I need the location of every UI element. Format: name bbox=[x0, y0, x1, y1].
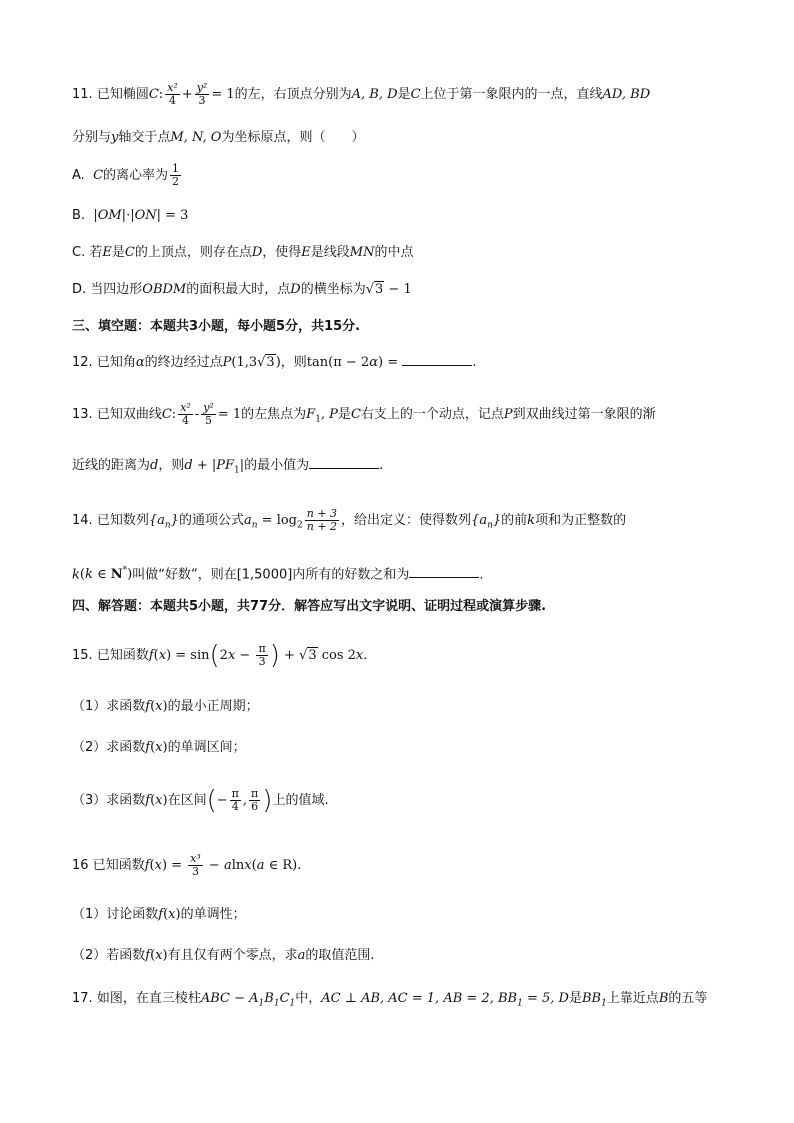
math: d bbox=[184, 458, 193, 473]
option-label: C. 若 bbox=[72, 245, 103, 260]
q12-text: . bbox=[472, 355, 477, 370]
q16-sub2 bbox=[72, 946, 375, 966]
q15-text: 的单调区间； bbox=[167, 740, 246, 755]
math: f bbox=[144, 858, 150, 873]
q15-text: （2）求函数 bbox=[72, 740, 146, 755]
math: $a_n$ bbox=[243, 513, 258, 531]
math: − bbox=[216, 793, 228, 808]
q11-text: 为坐标原点，则（ ） bbox=[221, 130, 365, 145]
math: , bbox=[242, 793, 248, 808]
q11-option-b bbox=[72, 206, 188, 226]
q17-text: 是 bbox=[568, 991, 582, 1006]
fraction: $\frac{1}{2}$ bbox=[172, 162, 180, 188]
option-text: 的上顶点，则存在点 bbox=[134, 245, 252, 260]
math: + √3 cos 2x. bbox=[279, 648, 368, 663]
q15-number: 15. bbox=[72, 648, 93, 663]
math: y bbox=[111, 130, 119, 145]
math: AC ⊥ AB, AC = 1, AB = 2, $BB_1 = 5$, D bbox=[321, 991, 569, 1009]
math: C bbox=[350, 407, 361, 422]
option-text: 是线段 bbox=[310, 245, 350, 260]
q14-line2 bbox=[72, 561, 483, 585]
math: (k ∈ N*) bbox=[79, 566, 133, 583]
math: (x) bbox=[150, 699, 168, 714]
fraction: $\frac{\text{x²}}{4}$ bbox=[167, 81, 178, 107]
math: ( bbox=[209, 640, 220, 671]
q11-line2 bbox=[72, 128, 364, 148]
q14-text: . bbox=[479, 567, 484, 583]
fraction: $\frac{\text{y²}}{5}$ bbox=[203, 401, 214, 427]
q14-line1 bbox=[72, 508, 626, 536]
q16-text: 有且仅有两个零点，求 bbox=[167, 948, 298, 963]
q13-text: 是 bbox=[337, 407, 351, 422]
math: = $\log_2$ bbox=[257, 513, 303, 531]
math: + bbox=[181, 87, 193, 102]
math: E bbox=[301, 245, 311, 260]
math: f bbox=[148, 648, 154, 663]
math: C bbox=[124, 245, 135, 260]
math: : bbox=[171, 407, 177, 422]
math: OBDM bbox=[142, 282, 187, 297]
q15-text: 上的值域. bbox=[272, 793, 329, 808]
q13-number: 13. bbox=[72, 407, 93, 422]
fraction: $\frac{\text{x³}}{3}$ bbox=[190, 852, 201, 878]
math: $\{a_n\}$ bbox=[471, 513, 502, 531]
math: D bbox=[251, 245, 263, 260]
math: - bbox=[194, 407, 200, 422]
math: MN bbox=[349, 245, 375, 260]
math: AD, BD bbox=[602, 87, 651, 102]
q16-number: 16 bbox=[72, 858, 89, 873]
q13-text: 已知双曲线 bbox=[96, 407, 162, 422]
q14-number: 14. bbox=[72, 513, 93, 528]
fraction: $\frac{\pi}{4}$ bbox=[231, 787, 239, 813]
section-heading-solutions: 四、解答题：本题共5小题，共77分．解答应写出文字说明、证明过程或演算步骤. bbox=[72, 599, 547, 614]
math: k bbox=[527, 513, 536, 528]
q14-text: 叫做“好数”，则在[1,5000]内所有的好数之和为 bbox=[132, 567, 410, 583]
q11-option-c bbox=[72, 243, 414, 263]
q15-line bbox=[72, 640, 368, 671]
math: $BB_1$ bbox=[581, 991, 607, 1009]
math: M, N, O bbox=[170, 130, 222, 145]
q11-text: 的左，右顶点分别为 bbox=[234, 87, 352, 102]
q13-text: . bbox=[379, 458, 384, 473]
q12-text: 已知角 bbox=[96, 355, 136, 370]
math: (1,3√3) bbox=[231, 355, 281, 370]
math: |ON| bbox=[130, 208, 161, 223]
option-text: 的离心率为 bbox=[103, 168, 169, 183]
math: B bbox=[658, 991, 669, 1006]
q17-number: 17. bbox=[72, 991, 93, 1006]
q14-text: 的通项公式 bbox=[178, 513, 244, 528]
q13-line2 bbox=[72, 455, 383, 481]
math: ) bbox=[269, 640, 280, 671]
option-text: 的面积最大时，点 bbox=[186, 282, 291, 297]
math: (x) bbox=[150, 948, 168, 963]
option-text: 的横坐标为 bbox=[300, 282, 366, 297]
q11-text: 是 bbox=[397, 87, 411, 102]
q17-text: 的五等 bbox=[668, 991, 708, 1006]
math: ) bbox=[262, 785, 273, 816]
math: C bbox=[93, 168, 104, 183]
math: C bbox=[410, 87, 421, 102]
q12-number: 12. bbox=[72, 355, 93, 370]
q17-text: 如图，在直三棱柱 bbox=[96, 991, 201, 1006]
math: a bbox=[297, 948, 306, 963]
math: f bbox=[145, 793, 151, 808]
math: |OM| bbox=[93, 208, 127, 223]
math: ( bbox=[206, 785, 217, 816]
fraction: $\frac{\pi}{6}$ bbox=[251, 787, 259, 813]
math: $F_1$, P bbox=[306, 407, 338, 425]
q15-text: 的最小正周期； bbox=[167, 699, 259, 714]
q11-option-a bbox=[72, 163, 183, 188]
q11-option-d bbox=[72, 280, 412, 300]
math: = 1 bbox=[211, 87, 235, 102]
math: = 1 bbox=[217, 407, 242, 422]
math: (x) = bbox=[149, 858, 187, 873]
option-label: B. bbox=[72, 208, 86, 223]
math: · bbox=[126, 208, 131, 223]
math: A, B, D bbox=[351, 87, 398, 102]
q16-sub1 bbox=[72, 905, 246, 925]
math: E bbox=[102, 245, 112, 260]
math: (x) bbox=[150, 793, 168, 808]
math: : bbox=[158, 87, 164, 102]
q13-line1 bbox=[72, 402, 656, 430]
math: √3 − 1 bbox=[365, 282, 412, 297]
q13-text: 的最小值为 bbox=[244, 458, 310, 473]
q12-text: 的终边经过点 bbox=[144, 355, 223, 370]
q13-text: 右支上的一个动点，记点 bbox=[360, 407, 504, 422]
math: (x) bbox=[150, 740, 168, 755]
q14-text: 项和为正整数的 bbox=[535, 513, 627, 528]
answer-blank[interactable] bbox=[409, 564, 479, 578]
math: f bbox=[158, 907, 164, 922]
math: f bbox=[145, 948, 151, 963]
q16-text: 的单调性； bbox=[180, 907, 246, 922]
math: ABC − $A_1B_1C_1$ bbox=[200, 991, 296, 1009]
option-text: 是 bbox=[111, 245, 125, 260]
math: P bbox=[222, 355, 232, 370]
q11-text: 已知椭圆 bbox=[96, 87, 149, 102]
section-heading-fill-in: 三、填空题：本题共3小题，每小题5分，共15分. bbox=[72, 319, 361, 334]
math: f bbox=[145, 699, 151, 714]
math: P bbox=[503, 407, 513, 422]
q15-text: （1）求函数 bbox=[72, 699, 146, 714]
math: (x) bbox=[163, 907, 181, 922]
math: tan(π − 2α) = bbox=[306, 355, 403, 370]
q13-text: 到双曲线过第一象限的渐 bbox=[512, 407, 656, 422]
q15-text: 在区间 bbox=[167, 793, 207, 808]
math: $\{a_n\}$ bbox=[148, 513, 179, 531]
option-text: ，使得 bbox=[262, 245, 302, 260]
q15-text: （3）求函数 bbox=[72, 793, 146, 808]
q17-line bbox=[72, 989, 707, 1014]
option-label: A. bbox=[72, 168, 85, 183]
math: C bbox=[148, 87, 159, 102]
math: α bbox=[135, 355, 145, 370]
math: D bbox=[290, 282, 301, 297]
math: = 3 bbox=[161, 208, 189, 223]
q13-text: ，则 bbox=[158, 458, 185, 473]
q11-line1 bbox=[72, 82, 650, 107]
q11-text: 分别与 bbox=[72, 130, 112, 145]
q14-text: 的前 bbox=[501, 513, 528, 528]
q11-number: 11. bbox=[72, 87, 93, 102]
q16-text: （2）若函数 bbox=[72, 948, 146, 963]
math: (x) = sin bbox=[153, 648, 210, 663]
math: d bbox=[150, 458, 159, 473]
q15-sub1 bbox=[72, 697, 259, 717]
answer-blank[interactable] bbox=[309, 455, 379, 469]
math: 2x − bbox=[219, 648, 255, 663]
q11-text: 轴交于点 bbox=[118, 130, 171, 145]
math: − alnx(a ∈ R). bbox=[204, 858, 302, 873]
q15-sub2 bbox=[72, 738, 246, 758]
math: k bbox=[72, 567, 80, 583]
math: C bbox=[161, 407, 172, 422]
q17-text: 中， bbox=[295, 991, 322, 1006]
math: + bbox=[192, 458, 212, 473]
q14-text: ，给出定义：使得数列 bbox=[341, 513, 472, 528]
fraction: $\frac{\text{x²}}{4}$ bbox=[180, 401, 191, 427]
q13-text: 近线的距离为 bbox=[72, 458, 151, 473]
fraction: $\frac{\text{y²}}{3}$ bbox=[196, 81, 208, 107]
math: $|PF_1|$ bbox=[211, 458, 245, 476]
math: f bbox=[145, 740, 151, 755]
q12-line bbox=[72, 352, 476, 373]
option-text: 的中点 bbox=[374, 245, 414, 260]
q16-line bbox=[72, 853, 301, 878]
fraction: $\frac{\pi}{3}$ bbox=[258, 642, 266, 668]
q17-text: 上靠近点 bbox=[606, 991, 659, 1006]
q16-text: （1）讨论函数 bbox=[72, 907, 159, 922]
q14-text: 已知数列 bbox=[96, 513, 149, 528]
q13-text: 的左焦点为 bbox=[241, 407, 307, 422]
q12-text: ，则 bbox=[280, 355, 307, 370]
q15-sub3 bbox=[72, 785, 329, 816]
q15-text: 已知函数 bbox=[96, 648, 149, 663]
q16-text: 的取值范围. bbox=[305, 948, 375, 963]
q16-text: 已知函数 bbox=[92, 858, 145, 873]
q11-text: 上位于第一象限内的一点，直线 bbox=[420, 87, 603, 102]
answer-blank[interactable] bbox=[402, 352, 472, 366]
fraction: $\frac{n + 3}{n + 2}$ bbox=[306, 507, 338, 533]
option-label: D. 当四边形 bbox=[72, 282, 143, 297]
